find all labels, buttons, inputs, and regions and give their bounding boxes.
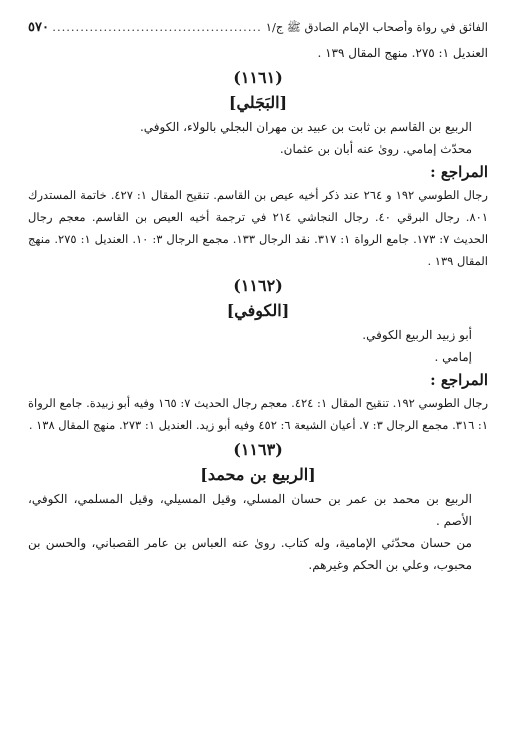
- entry-line: أبو زبيد الربيع الكوفي.: [362, 328, 472, 342]
- entry-name: [الربيع بن محمد]: [200, 465, 316, 484]
- entry-line: من حسان محدّثي الإمامية، وله كتاب. روىٰ عنه العباس بن عامر القصباني، والحسن بن محبوب، وعلي بن الحكم وغيرهم.: [28, 536, 472, 572]
- entry-line: محدّث إمامي. روىٰ عنه أبان بن عثمان.: [279, 142, 472, 156]
- running-title: الفائق في رواة وأصحاب الإمام الصادق ﷺ ج/١: [265, 20, 488, 34]
- entry-number: (١١٦٢): [233, 276, 283, 295]
- entry-name: [الكوفي]: [226, 301, 290, 320]
- entry-1161: [28, 66, 488, 272]
- entry-line: إمامي .: [434, 350, 472, 364]
- entry-number: (١١٦١): [233, 68, 283, 87]
- references-heading: المراجع :: [430, 371, 488, 389]
- carryover-text: العنديل ١: ٢٧٥. منهج المقال ١٣٩ .: [317, 46, 488, 60]
- references-text: رجال الطوسي ١٩٢ و ٢٦٤ عند ذكر أخيه عيص بن القاسم. تنقيح المقال ١: ٤٢٧. خاتمة المستدرك ٨٠١. رجال البرقي ٤٠. رجال النجاشي ٢١٤ في ترجمة أخيه العيص بن القاسم. معجم رجال الحديث ٧: ١٧٣. جامع الرواة ١: ٣١٧. نقد الرجال ١٣٣. مجمع الرجال ٣: ١٠. العنديل ١: ٢٧٥. منهج المقال ١٣٩ .: [28, 188, 489, 268]
- references-heading: المراجع :: [430, 163, 488, 181]
- entry-1163: [28, 438, 488, 576]
- leader-dots: [53, 20, 262, 34]
- book-page: [28, 20, 488, 720]
- references-text: رجال الطوسي ١٩٢. تنقيح المقال ١: ٤٢٤. معجم رجال الحديث ٧: ١٦٥ وفيه أبو زبيدة. جامع الرواة ١: ٣١٦. مجمع الرجال ٣: ٧. أعيان الشيعة ٦: ٤٥٢ وفيه أبو زيد. العنديل ١: ٢٧٣. منهج المقال ١٣٨ .: [28, 396, 488, 432]
- entry-1162: [28, 274, 488, 436]
- running-header: [28, 20, 488, 42]
- page-number: ٥٧٠: [28, 20, 49, 35]
- entry-line: الربيع بن القاسم بن ثابت بن عبيد بن مهران البجلي بالولاء، الكوفي.: [139, 120, 472, 134]
- entry-name: [البَجَلي]: [228, 93, 288, 112]
- entry-number: (١١٦٣): [233, 440, 283, 459]
- entry-line: الربيع بن محمد بن عمر بن حسان المسلي، وقيل المسيلي، وقيل المسلمي، الكوفي، الأصم .: [28, 492, 472, 528]
